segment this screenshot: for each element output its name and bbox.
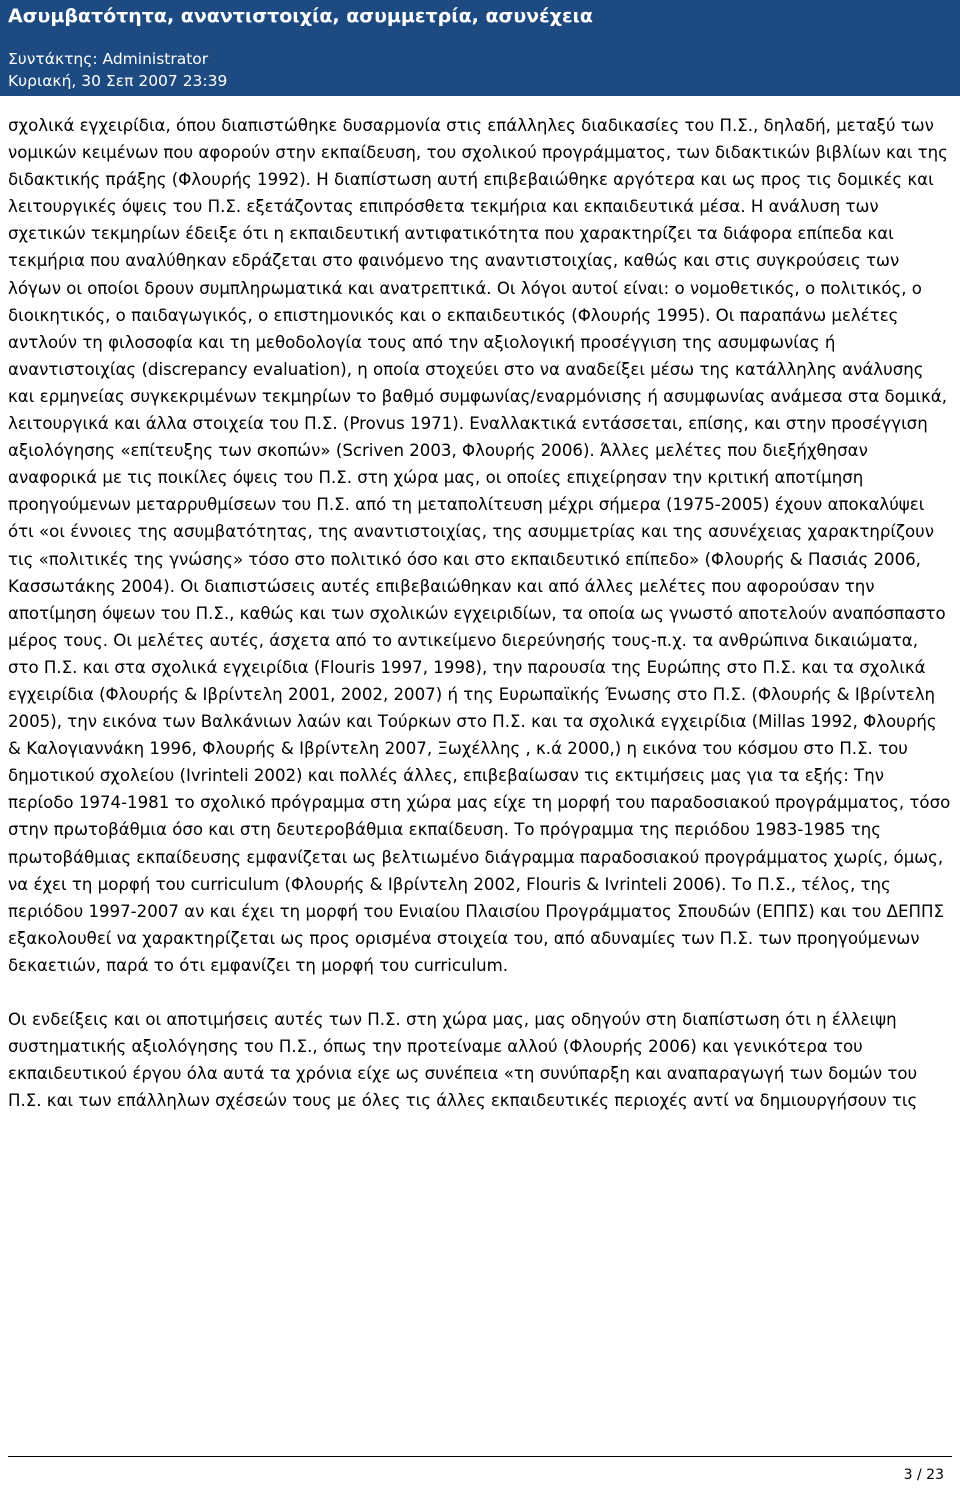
paragraph: σχολικά εγχειρίδια, όπου διαπιστώθηκε δυσαρμονία στις επάλληλες διαδικασίες του Π.Σ., δηλαδή, μεταξύ των νομικών κειμένων που αφορούν στην εκπαίδευση, του σχολικού προγράμματος, των διδακτικών βιβλίων και της διδακτικής πράξης (Φλουρής 1992). Η διαπίστωση αυτή επιβεβαιώθηκε αργότερα και ως προς τις δομικές και λειτουργικές όψεις του Π.Σ. εξετάζοντας επιπρόσθετα τεκμήρια και εκπαιδευτικά μέσα. Η ανάλυση των σχετικών τεκμηρίων έδειξε ότι η εκπαιδευτική αντιφατικότητα που χαρακτηρίζει τα διάφορα επίπεδα και τεκμήρια που αναλύθηκαν εδράζεται στο φαινόμενο της αναντιστοιχίας, καθώς και στις συγκρούσεις των λόγων οι οποίοι δρουν συμπληρωματικά και ανατρεπτικά. Οι λόγοι αυτοί είναι: ο νομοθετικός, ο πολιτικός, ο διοικητικός, ο παιδαγωγικός, ο επιστημονικός και ο εκπαιδευτικός (Φλουρής 1995). Οι παραπάνω μελέτες αντλούν τη φιλοσοφία και τη μεθοδολογία τους από την αξιολογική προσέγγιση της ασυμφωνίας ή αναντιστοιχίας (discrepancy evaluation), η οποία στοχεύει στο να αναδείξει μέσω της κατάλληλης ανάλυσης και ερμηνείας συγκεκριμένων τεκμηρίων το βαθμό συμφωνίας/εναρμόνισης ή ασυμφωνίας ανάμεσα στα δομικά, λειτουργικά και άλλα στοιχεία του Π.Σ. (Provus 1971). Εναλλακτικά εντάσσεται, επίσης, και στην προσέγγιση αξιολόγησης «επίτευξης των σκοπών» (Scriven 2003, Φλουρής 2006). Άλλες μελέτες που διεξήχθησαν αναφορικά με τις ποικίλες όψεις του Π.Σ. στη χώρα μας, οι οποίες επιχείρησαν την κριτική αποτίμηση προηγούμενων μεταρρυθμίσεων του Π.Σ. από τη μεταπολίτευση μέχρι σήμερα (1975-2005) έχουν αποκαλύψει ότι «οι έννοιες της ασυμβατότητας, της αναντιστοιχίας, της ασυμμετρίας και της ασυνέχειας χαρακτηρίζουν τις «πολιτικές της γνώσης» τόσο στο πολιτικό όσο και στο εκπαιδευτικό επίπεδο» (Φλουρής & Πασιάς 2006, Κασσωτάκης 2004). Οι διαπιστώσεις αυτές επιβεβαιώθηκαν και από άλλες μελέτες που αφορούσαν την αποτίμηση όψεων του Π.Σ., καθώς και των σχολικών εγχειριδίων, τα οποία ως γνωστό αποτελούν αναπόσπαστο μέρος τους. Οι μελέτες αυτές, άσχετα από το αντικείμενο διερεύνησής τους-π.χ. τα ανθρώπινα δικαιώματα, στο Π.Σ. και στα σχολικά εγχειρίδια (Flouris 1997, 1998), την παρουσία της Ευρώπης στο Π.Σ. και τα σχολικά εγχειρίδια (Φλουρής & Ιβρίντελη 2001, 2002, 2007) ή της Ευρωπαϊκής Ένωσης στο Π.Σ. (Φλουρής & Ιβρίντελη 2005), την εικόνα των Βαλκάνιων λαών και Τούρκων στο Π.Σ. και τα σχολικά εγχειρίδια (Millas 1992, Φλουρής & Καλογιαννάκη 1996, Φλουρής & Ιβρίντελη 2007, Ξωχέλλης , κ.ά 2000,) η εικόνα του κόσμου στο Π.Σ. του δημοτικού σχολείου (Ivrinteli 2002) και πολλές άλλες, επιβεβαίωσαν τις εκτιμήσεις μας για τα εξής: Την περίοδο 1974-1981 το σχολικό πρόγραμμα στη χώρα μας είχε τη μορφή του παραδοσιακού προγράμματος, τόσο στην πρωτοβάθμια όσο και στη δευτεροβάθμια εκπαίδευση. Το πρόγραμμα της περιόδου 1983-1985 της πρωτοβάθμιας εκπαίδευσης εμφανίζεται ως βελτιωμένο διάγραμμα παραδοσιακού προγράμματος χωρίς, όμως, να έχει τη μορφή του curriculum (Φλουρής & Ιβρίντελη 2002, Flouris & Ivrinteli 2006). Το Π.Σ., τέλος, της περιόδου 1997-2007 αν και έχει τη μορφή του Ενιαίου Πλαισίου Προγράμματος Σπουδών (ΕΠΠΣ) και του ΔΕΠΠΣ εξακολουθεί να χαρακτηρίζεται ως προς ορισμένα στοιχεία του, από αδυναμίες των Π.Σ. των προηγούμενων δεκαετιών, παρά το ότι εμφανίζει τη μορφή του curriculum. — [8, 116, 951, 975]
article-header — [0, 0, 960, 96]
footer-divider — [8, 1456, 952, 1457]
article-date: Κυριακή, 30 Σεπ 2007 23:39 — [8, 72, 228, 90]
paragraph: Οι ενδείξεις και οι αποτιμήσεις αυτές των Π.Σ. στη χώρα μας, μας οδηγούν στη διαπίστωση ότι η έλλειψη συστηματικής αξιολόγησης του Π.Σ., όπως την προτείναμε αλλού (Φλουρής 2006) και γενικότερα του εκπαιδευτικού έργου όλα αυτά τα χρόνια είχε ως συνέπεια «τη συνύπαρξη και αναπαραγωγή των δομών του Π.Σ. και των επάλληλων σχέσεών τους με όλες τις άλλες εκπαιδευτικές περιοχές αντί να δημιουργήσουν τις — [8, 1010, 918, 1111]
article-title: Ασυμβατότητα, αναντιστοιχία, ασυμμετρία, ασυνέχεια — [8, 5, 593, 27]
page-number: 3 / 23 — [903, 1467, 944, 1483]
article-body — [8, 112, 952, 1114]
article-author: Συντάκτης: Administrator — [8, 50, 209, 68]
